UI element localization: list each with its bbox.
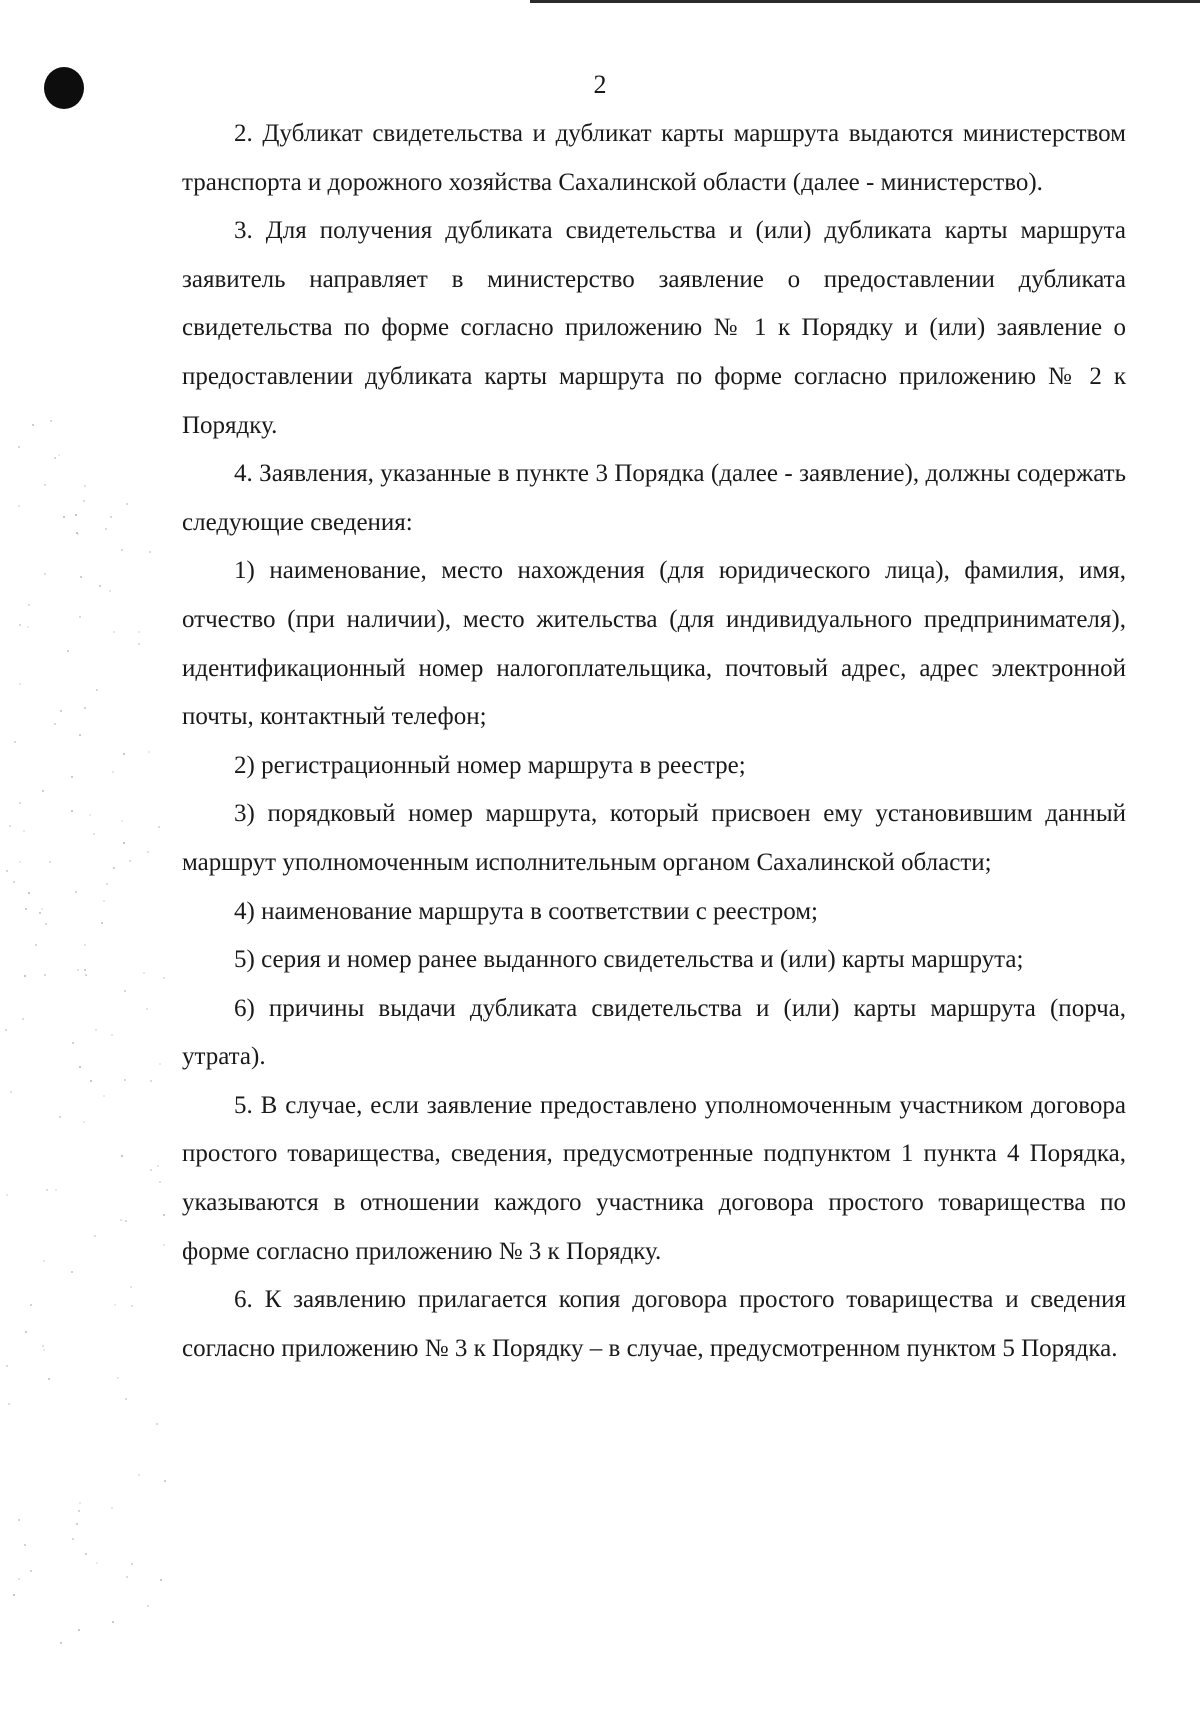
- scan-speck: [157, 1165, 159, 1167]
- scan-speck: [130, 1286, 132, 1288]
- scan-speck: [125, 1220, 127, 1222]
- scan-speck: [79, 616, 81, 618]
- scan-speck: [159, 1063, 161, 1065]
- scan-speck: [42, 1345, 44, 1347]
- scan-speck: [39, 912, 41, 914]
- scan-speck: [124, 1079, 126, 1081]
- paragraph-2: 2. Дубликат свидетельства и дубликат карты маршрута выдаются министерством транспорта и дорожного хозяйства Сахалинской области (далее - министерство).: [182, 120, 1126, 196]
- scan-speck: [94, 1235, 96, 1237]
- scan-speck: [111, 1507, 113, 1509]
- scan-speck: [44, 484, 46, 486]
- list-item-5: 5) серия и номер ранее выданного свидетельства и (или) карты маршрута;: [234, 946, 1024, 974]
- paragraph-3: 3. Для получения дубликата свидетельства и (или) дубликата карты маршрута заявитель направляет в министерство заявление о предоставлении дубликата свидетельства по форме согласно приложению № 1 к Порядку и (или) заявление о предоставлении дубликата карты маршрута по форме согласно приложению № 2 к Порядку.: [182, 217, 1126, 439]
- scan-speck: [123, 842, 125, 844]
- scan-speck: [138, 1474, 140, 1476]
- scan-speck: [113, 631, 115, 633]
- scan-speck: [156, 1423, 158, 1425]
- scan-speck: [89, 814, 91, 816]
- scan-speck: [111, 1034, 113, 1036]
- scan-speck: [147, 1605, 149, 1607]
- scan-speck: [149, 551, 151, 553]
- scan-speck: [14, 741, 16, 743]
- scan-speck: [106, 883, 108, 885]
- scan-speck: [99, 585, 101, 587]
- scan-speck: [44, 573, 46, 575]
- paragraph-6: 6. К заявлению прилагается копия договора простого товарищества и сведения согласно приложению № 3 к Порядку – в случае, предусмотренном пунктом 5 Порядка.: [182, 1286, 1126, 1362]
- scan-speck: [84, 707, 86, 709]
- scan-speck: [85, 974, 87, 976]
- scan-speck: [48, 1378, 50, 1380]
- scan-speck: [123, 753, 125, 755]
- scan-speck: [24, 1544, 26, 1546]
- scan-speck: [112, 1621, 114, 1623]
- scan-speck: [78, 1510, 80, 1512]
- scan-speck: [59, 1116, 61, 1118]
- scan-speck: [6, 870, 8, 872]
- scan-speck: [10, 1091, 12, 1093]
- scan-speck: [80, 576, 82, 578]
- paragraph-5: 5. В случае, если заявление предоставлено уполномоченным участником договора простого товарищества, сведения, предусмотренные подпунктом 1 пункта 4 Порядка, указываются в отношении каждого участника договора простого товарищества по форме согласно приложению № 3 к Порядку.: [182, 1091, 1126, 1265]
- scan-speck: [75, 891, 77, 893]
- scan-speck: [129, 860, 131, 862]
- scan-speck: [19, 624, 21, 626]
- scan-speck: [103, 900, 105, 902]
- scan-speck: [150, 1169, 152, 1171]
- scan-speck: [63, 516, 65, 518]
- scan-speck: [54, 723, 56, 725]
- scan-speck: [96, 689, 98, 691]
- scan-speck: [32, 424, 34, 426]
- scan-speck: [131, 1563, 133, 1565]
- scan-speck: [9, 825, 11, 827]
- scan-speck: [126, 503, 128, 505]
- scan-speck: [18, 505, 20, 507]
- scan-speck: [109, 590, 111, 592]
- scan-speck: [163, 1214, 165, 1216]
- scan-speck: [84, 944, 86, 946]
- scan-speck: [46, 1189, 48, 1191]
- scan-speck: [84, 485, 86, 487]
- scan-speck: [6, 1365, 8, 1367]
- scan-speck: [24, 975, 26, 977]
- scan-speck: [148, 751, 150, 753]
- scan-speck: [18, 446, 20, 448]
- scan-top-edge-line: [530, 0, 1200, 3]
- scan-speck: [49, 861, 51, 863]
- scan-speck: [112, 771, 114, 773]
- scan-speck: [18, 1519, 20, 1521]
- scan-speck: [138, 643, 140, 645]
- scan-speck: [83, 1121, 85, 1123]
- list-item-3: 3) порядковый номер маршрута, который присвоен ему установившим данный маршрут уполномоченным исполнительным органом Сахалинской области;: [182, 800, 1126, 876]
- paragraph-4: 4. Заявления, указанные в пункте 3 Порядка (далее - заявление), должны содержать следующие сведения:: [182, 460, 1126, 536]
- scan-speck: [71, 810, 73, 812]
- scan-speck: [13, 881, 15, 883]
- scan-speck: [42, 790, 44, 792]
- scan-speck: [19, 861, 21, 863]
- scan-speck: [125, 1398, 127, 1400]
- scan-speck: [96, 1562, 98, 1564]
- scan-speck: [19, 683, 21, 685]
- scan-speck: [163, 1244, 165, 1246]
- scan-speck: [54, 457, 56, 459]
- scan-speck: [79, 1502, 81, 1504]
- scan-speck: [72, 1042, 74, 1044]
- scan-speck: [159, 1181, 161, 1183]
- scan-speck: [60, 710, 62, 712]
- scan-speck: [58, 454, 60, 456]
- scan-speck: [131, 1305, 133, 1307]
- scan-speck: [41, 908, 43, 910]
- scan-speck: [164, 1480, 166, 1482]
- scan-speck: [19, 802, 21, 804]
- scan-speck: [71, 1271, 73, 1273]
- document-body: [182, 110, 1126, 1373]
- scan-speck: [43, 1260, 45, 1262]
- scan-speck: [83, 500, 85, 502]
- page-number: 2: [593, 70, 607, 99]
- scan-speck: [103, 1095, 105, 1097]
- scan-speck: [50, 420, 52, 422]
- scan-speck: [150, 1080, 152, 1082]
- scan-speck: [120, 1219, 122, 1221]
- scan-speck: [28, 604, 30, 606]
- scan-speck: [25, 1331, 27, 1333]
- scan-speck: [44, 974, 46, 976]
- scan-speck: [55, 1189, 57, 1191]
- scan-speck: [23, 830, 25, 832]
- list-item-2: 2) регистрационный номер маршрута в реестре;: [234, 751, 746, 779]
- scan-speck: [22, 1018, 24, 1020]
- scan-speck: [77, 969, 79, 971]
- scan-speck: [101, 922, 103, 924]
- scan-speck: [28, 892, 30, 894]
- scan-speck: [18, 1578, 20, 1580]
- scan-speck: [105, 528, 107, 530]
- list-item-1: 1) наименование, место нахождения (для юридического лица), фамилия, имя, отчество (при наличии), место жительства (для индивидуального предпринимателя), идентификационный номер налогоплательщика, почтовый адрес, адрес электронной почты, контактный телефон;: [182, 557, 1126, 731]
- scan-speck: [110, 516, 112, 518]
- scan-speck: [117, 1377, 119, 1379]
- scan-speck: [13, 1594, 15, 1596]
- scan-speck: [71, 776, 73, 778]
- scan-speck: [114, 1304, 116, 1306]
- scan-speck: [90, 1080, 92, 1082]
- scan-speck: [60, 1642, 62, 1644]
- scan-speck: [79, 1066, 81, 1068]
- scan-speck: [84, 969, 86, 971]
- scan-speck: [138, 631, 140, 633]
- scan-speck: [121, 820, 123, 822]
- scan-speck: [43, 1349, 45, 1351]
- scan-speck: [158, 826, 160, 828]
- list-item-4: 4) наименование маршрута в соответствии с реестром;: [234, 897, 818, 925]
- scan-speck: [146, 1008, 148, 1010]
- scan-speck: [121, 549, 123, 551]
- scan-speck: [30, 1304, 32, 1306]
- scan-speck: [121, 1155, 123, 1157]
- scan-speck: [76, 1523, 78, 1525]
- scan-speck: [45, 923, 47, 925]
- scan-speck: [93, 833, 95, 835]
- scan-speck: [25, 908, 27, 910]
- scan-speck: [8, 1403, 10, 1405]
- scan-speck: [27, 626, 29, 628]
- scan-speck: [85, 1553, 87, 1555]
- scan-speck: [160, 1579, 162, 1581]
- scan-speck: [72, 1538, 74, 1540]
- scan-speck: [113, 867, 115, 869]
- list-item-6: 6) причины выдачи дубликата свидетельства и (или) карты маршрута (порча, утрата).: [182, 994, 1126, 1071]
- scan-speck: [75, 514, 77, 516]
- scan-speck: [95, 1029, 97, 1031]
- scan-speck: [126, 1576, 128, 1578]
- scan-speck: [163, 977, 165, 979]
- scan-speck: [78, 1629, 80, 1631]
- scan-speck: [76, 532, 78, 534]
- scan-speck: [35, 944, 37, 946]
- scan-speck: [124, 990, 126, 992]
- scan-speck: [6, 1194, 8, 1196]
- scan-speck: [143, 972, 145, 974]
- scan-speck: [147, 851, 149, 853]
- scan-speck: [5, 1029, 7, 1031]
- scan-speck: [67, 650, 69, 652]
- scan-speck: [79, 734, 81, 736]
- scan-speck: [30, 1570, 32, 1572]
